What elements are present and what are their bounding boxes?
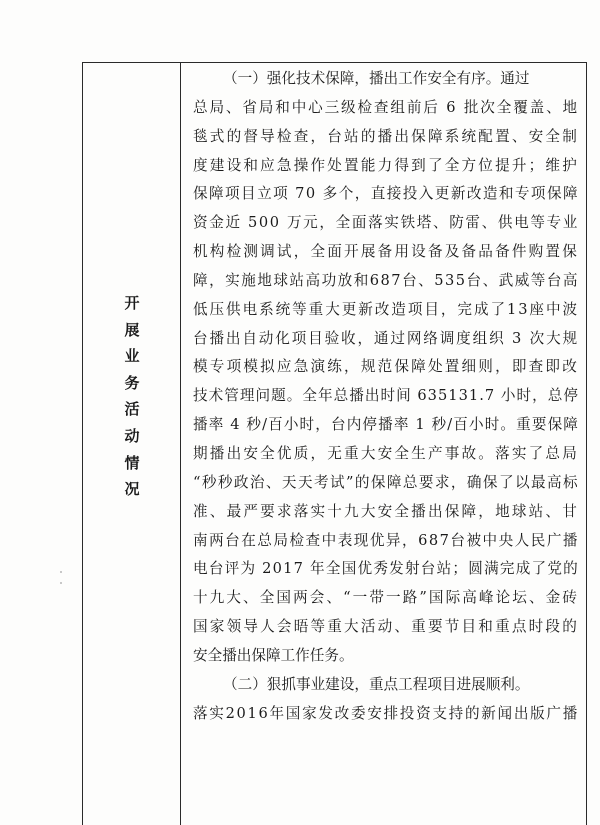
column-divider <box>180 62 181 825</box>
text-line: 安全播出保障工作任务。 <box>193 646 354 664</box>
text-line: 毯式的督导检查，台站的播出保障系统配置、安全制 <box>193 127 579 145</box>
text-line: 国家领导人会晤等重大活动、重要节目和重点时段的 <box>193 618 579 636</box>
text-line: 准、最严要求落实十九大安全播出保障，地球站、甘 <box>193 502 579 520</box>
label-char: 活 <box>124 400 140 419</box>
scan-speck <box>60 582 62 584</box>
row-label-activities <box>84 290 180 503</box>
text-line: 南两台在总局检查中表现优异，687台被中央人民广播 <box>193 531 579 549</box>
body-text <box>193 65 579 728</box>
label-char: 开 <box>124 294 140 312</box>
label-char: 业 <box>124 347 140 366</box>
text-line: 台播出自动化项目验收，通过网络调度组织 3 次大规 <box>193 329 579 347</box>
label-char: 务 <box>124 373 140 392</box>
text-line: 障，实施地球站高功放和687台、535台、武威等台高 <box>193 271 579 289</box>
text-line: 技术管理问题。全年总播出时间 635131.7 小时，总停 <box>193 387 579 405</box>
text-line: 保障项目立项 70 多个，直接投入更新改造和专项保障 <box>193 185 579 203</box>
label-char: 动 <box>124 426 140 445</box>
label-char: 情 <box>124 453 140 472</box>
label-char: 况 <box>124 480 140 499</box>
text-line: 资金近 500 万元，全面落实铁塔、防雷、供电等专业 <box>193 214 579 232</box>
label-char: 展 <box>124 320 140 339</box>
text-line: 度建设和应急操作处置能力得到了全方位提升；维护 <box>193 156 579 174</box>
text-line: 期播出安全优质，无重大安全生产事故。落实了总局 <box>193 444 579 462</box>
text-line: 电台评为 2017 年全国优秀发射台站；圆满完成了党的 <box>193 560 579 578</box>
text-line: 播率 4 秒/百小时，台内停播率 1 秒/百小时。重要保障 <box>193 416 579 434</box>
paragraph-heading-1: （一）强化技术保障，播出工作安全有序。通过 <box>223 70 530 87</box>
text-line: 低压供电系统等重大更新改造项目，完成了13座中波 <box>193 300 580 318</box>
scan-speck <box>60 571 62 573</box>
paragraph-heading-2: （二）狠抓事业建设，重点工程项目进展顺利。 <box>223 675 530 693</box>
text-line: “秒秒政治、天天考试”的保障总要求，确保了以最高标 <box>193 473 579 491</box>
text-line: 模专项模拟应急演练，规范保障处置细则，即查即改 <box>193 358 579 376</box>
text-line: 总局、省局和中心三级检查组前后 6 批次全覆盖、地 <box>193 98 579 116</box>
text-line: 十九大、全国两会、“一带一路”国际高峰论坛、金砖 <box>193 589 579 607</box>
text-line: 落实2016年国家发改委安排投资支持的新闻出版广播 <box>193 704 579 722</box>
text-line: 机构检测调试，全面开展备用设备及备品备件购置保 <box>193 243 579 261</box>
